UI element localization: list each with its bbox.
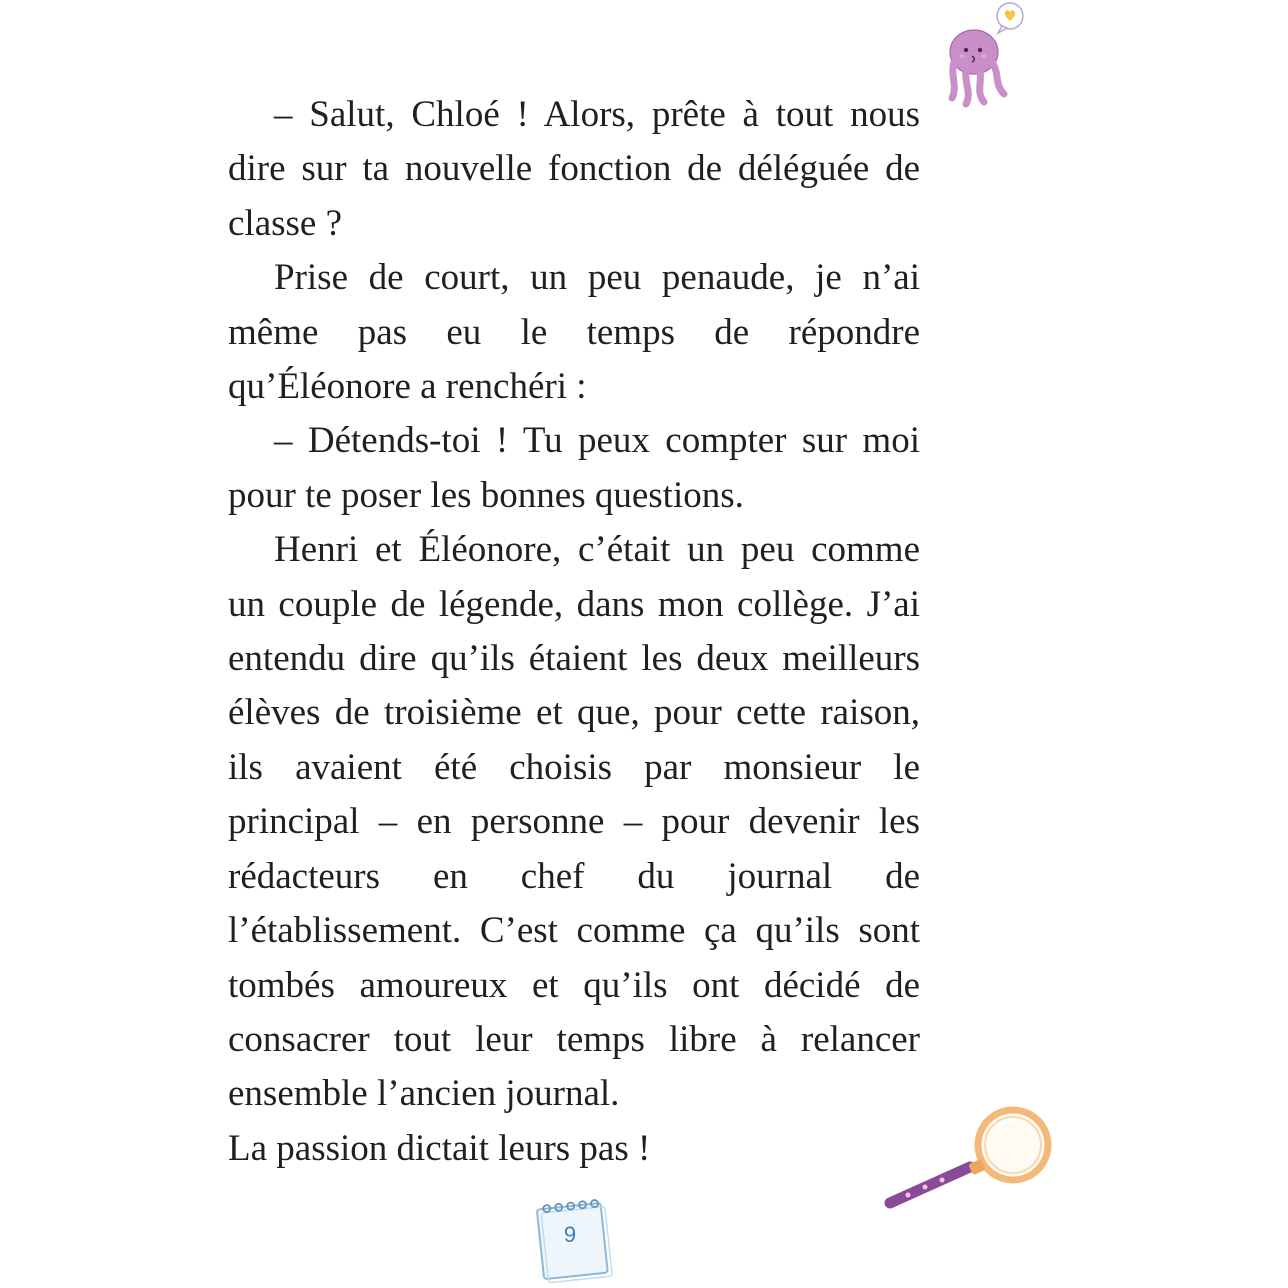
paragraph: – Détends-toi ! Tu peux compter sur moi pour te poser les bonnes questions.: [228, 420, 920, 516]
paragraph: Henri et Éléonore, c’était un peu comme un couple de légende, dans mon collège. J’ai entendu dire qu’ils étaient les deux meilleurs élèves de troisième et que, pour cette raison, ils avaient été choisis par monsieur le principal – en personne – pour devenir les rédacteurs en chef du journal de l’établissement. C’est comme ça qu’ils sont tombés amoureux et qu’ils ont décidé de consacrer tout leur temps libre à relancer ensemble l’ancien journal.: [228, 529, 920, 1115]
paragraph: – Salut, Chloé ! Alors, prête à tout nous dire sur ta nouvelle fonction de déléguée de classe ?: [228, 94, 920, 244]
page-number: 9: [563, 1222, 577, 1247]
paragraph: La passion dictait leurs pas !: [228, 1127, 651, 1169]
magnifying-glass-icon: [880, 1105, 1060, 1215]
paragraph: Prise de court, un peu penaude, je n’ai même pas eu le temps de répondre qu’Éléonore a renchéri :: [228, 257, 920, 408]
octopus-icon: [936, 0, 1046, 115]
body-text: [228, 88, 920, 1176]
